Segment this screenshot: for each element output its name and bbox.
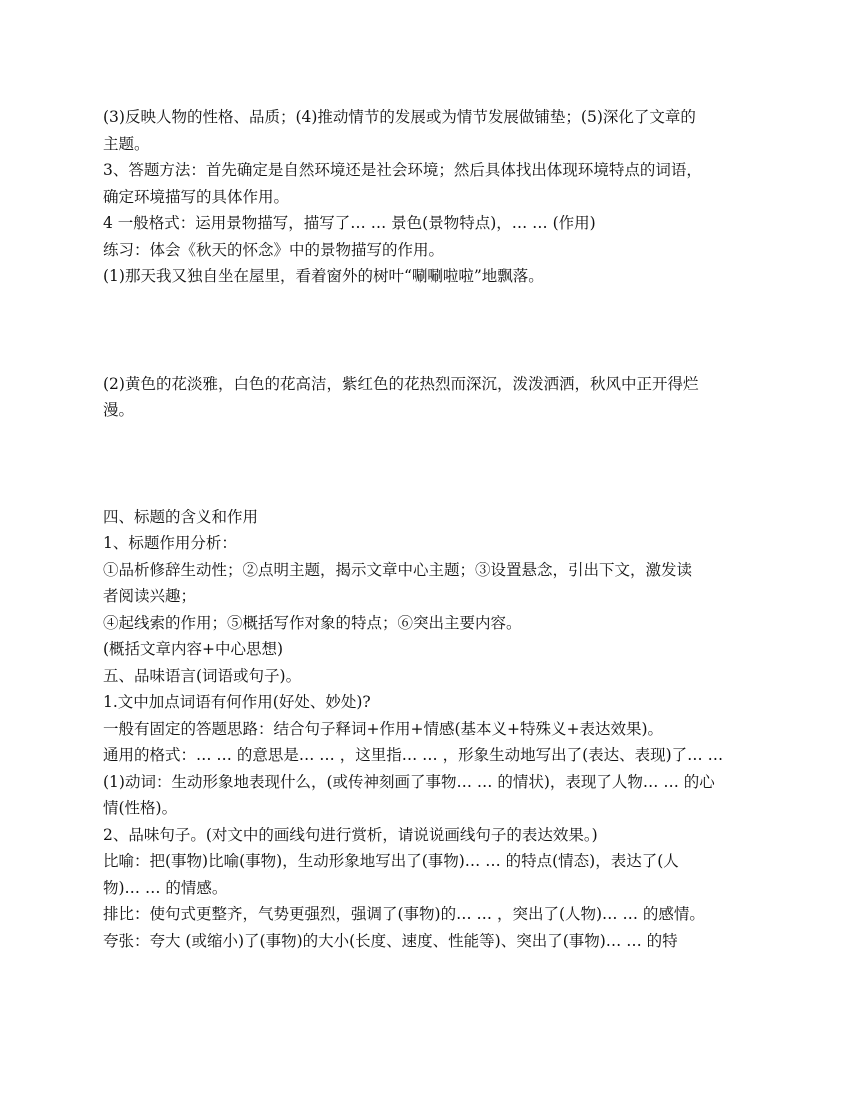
text-line: 情(性格)。 <box>103 799 178 817</box>
text-line: 漫。 <box>103 401 135 419</box>
text-line: 者阅读兴趣； <box>103 587 197 605</box>
text-line: 一般有固定的答题思路：结合句子释词+作用+情感(基本义+特殊义+表达效果)。 <box>103 719 664 738</box>
text-line: (2)黄色的花淡雅，白色的花高洁，紫红色的花热烈而深沉，泼泼洒洒，秋风中正开得烂 <box>103 374 699 393</box>
text-line: (1)动词：生动形象地表现什么，(或传神刻画了事物… … 的情状)，表现了人物… … 的心 <box>103 772 715 791</box>
text-line: 物)… … 的情感。 <box>103 878 228 897</box>
document-page <box>103 104 761 954</box>
text-line: 主题。 <box>103 134 150 153</box>
text-line: 3、答题方法：首先确定是自然环境还是社会环境；然后具体找出体现环境特点的词语， <box>103 161 702 179</box>
section-heading: 四、标题的含义和作用 <box>103 507 259 526</box>
text-line: 1.文中加点词语有何作用(好处、妙处)? <box>103 693 371 711</box>
text-line: 排比：使句式更整齐，气势更强烈，强调了(事物)的… … ，突出了(人物)… … 的感情。 <box>103 905 705 923</box>
text-line: (1)那天我又独自坐在屋里，看着窗外的树叶“唰唰啦啦”地飘落。 <box>103 267 544 285</box>
text-line: (3)反映人物的性格、品质；(4)推动情节的发展或为情节发展做铺垫；(5)深化了文章的 <box>103 108 696 126</box>
text-line: 比喻：把(事物)比喻(事物)，生动形象地写出了(事物)… … 的特点(情态)，表达了(人 <box>103 852 679 870</box>
text-line: 确定环境描写的具体作用。 <box>103 187 290 206</box>
text-line: 2、品味句子。(对文中的画线句进行赏析，请说说画线句子的表达效果。) <box>103 825 598 844</box>
text-line: 练习：体会《秋天的怀念》中的景物描写的作用。 <box>103 240 445 259</box>
answer-blank-space <box>103 424 761 504</box>
text-line: 1、标题作用分析： <box>103 534 237 552</box>
text-line: 夸张：夸大 (或缩小)了(事物)的大小(长度、速度、性能等)、突出了(事物)… … 的特 <box>103 931 678 950</box>
answer-blank-space <box>103 290 761 371</box>
text-line: 4 一般格式：运用景物描写，描写了… … 景色(景物特点)，… … (作用) <box>103 214 596 232</box>
text-line: 通用的格式：… … 的意思是… … ，这里指… … ，形象生动地写出了(表达、表现)了… … <box>103 746 724 764</box>
section-heading: 五、品味语言(词语或句子)。 <box>103 666 302 685</box>
text-line: ①品析修辞生动性；②点明主题，揭示文章中心主题；③设置悬念，引出下文，激发读 <box>103 560 693 579</box>
text-line: ④起线索的作用；⑤概括写作对象的特点；⑥突出主要内容。 <box>103 613 522 632</box>
text-line: (概括文章内容+中心思想) <box>103 640 284 658</box>
